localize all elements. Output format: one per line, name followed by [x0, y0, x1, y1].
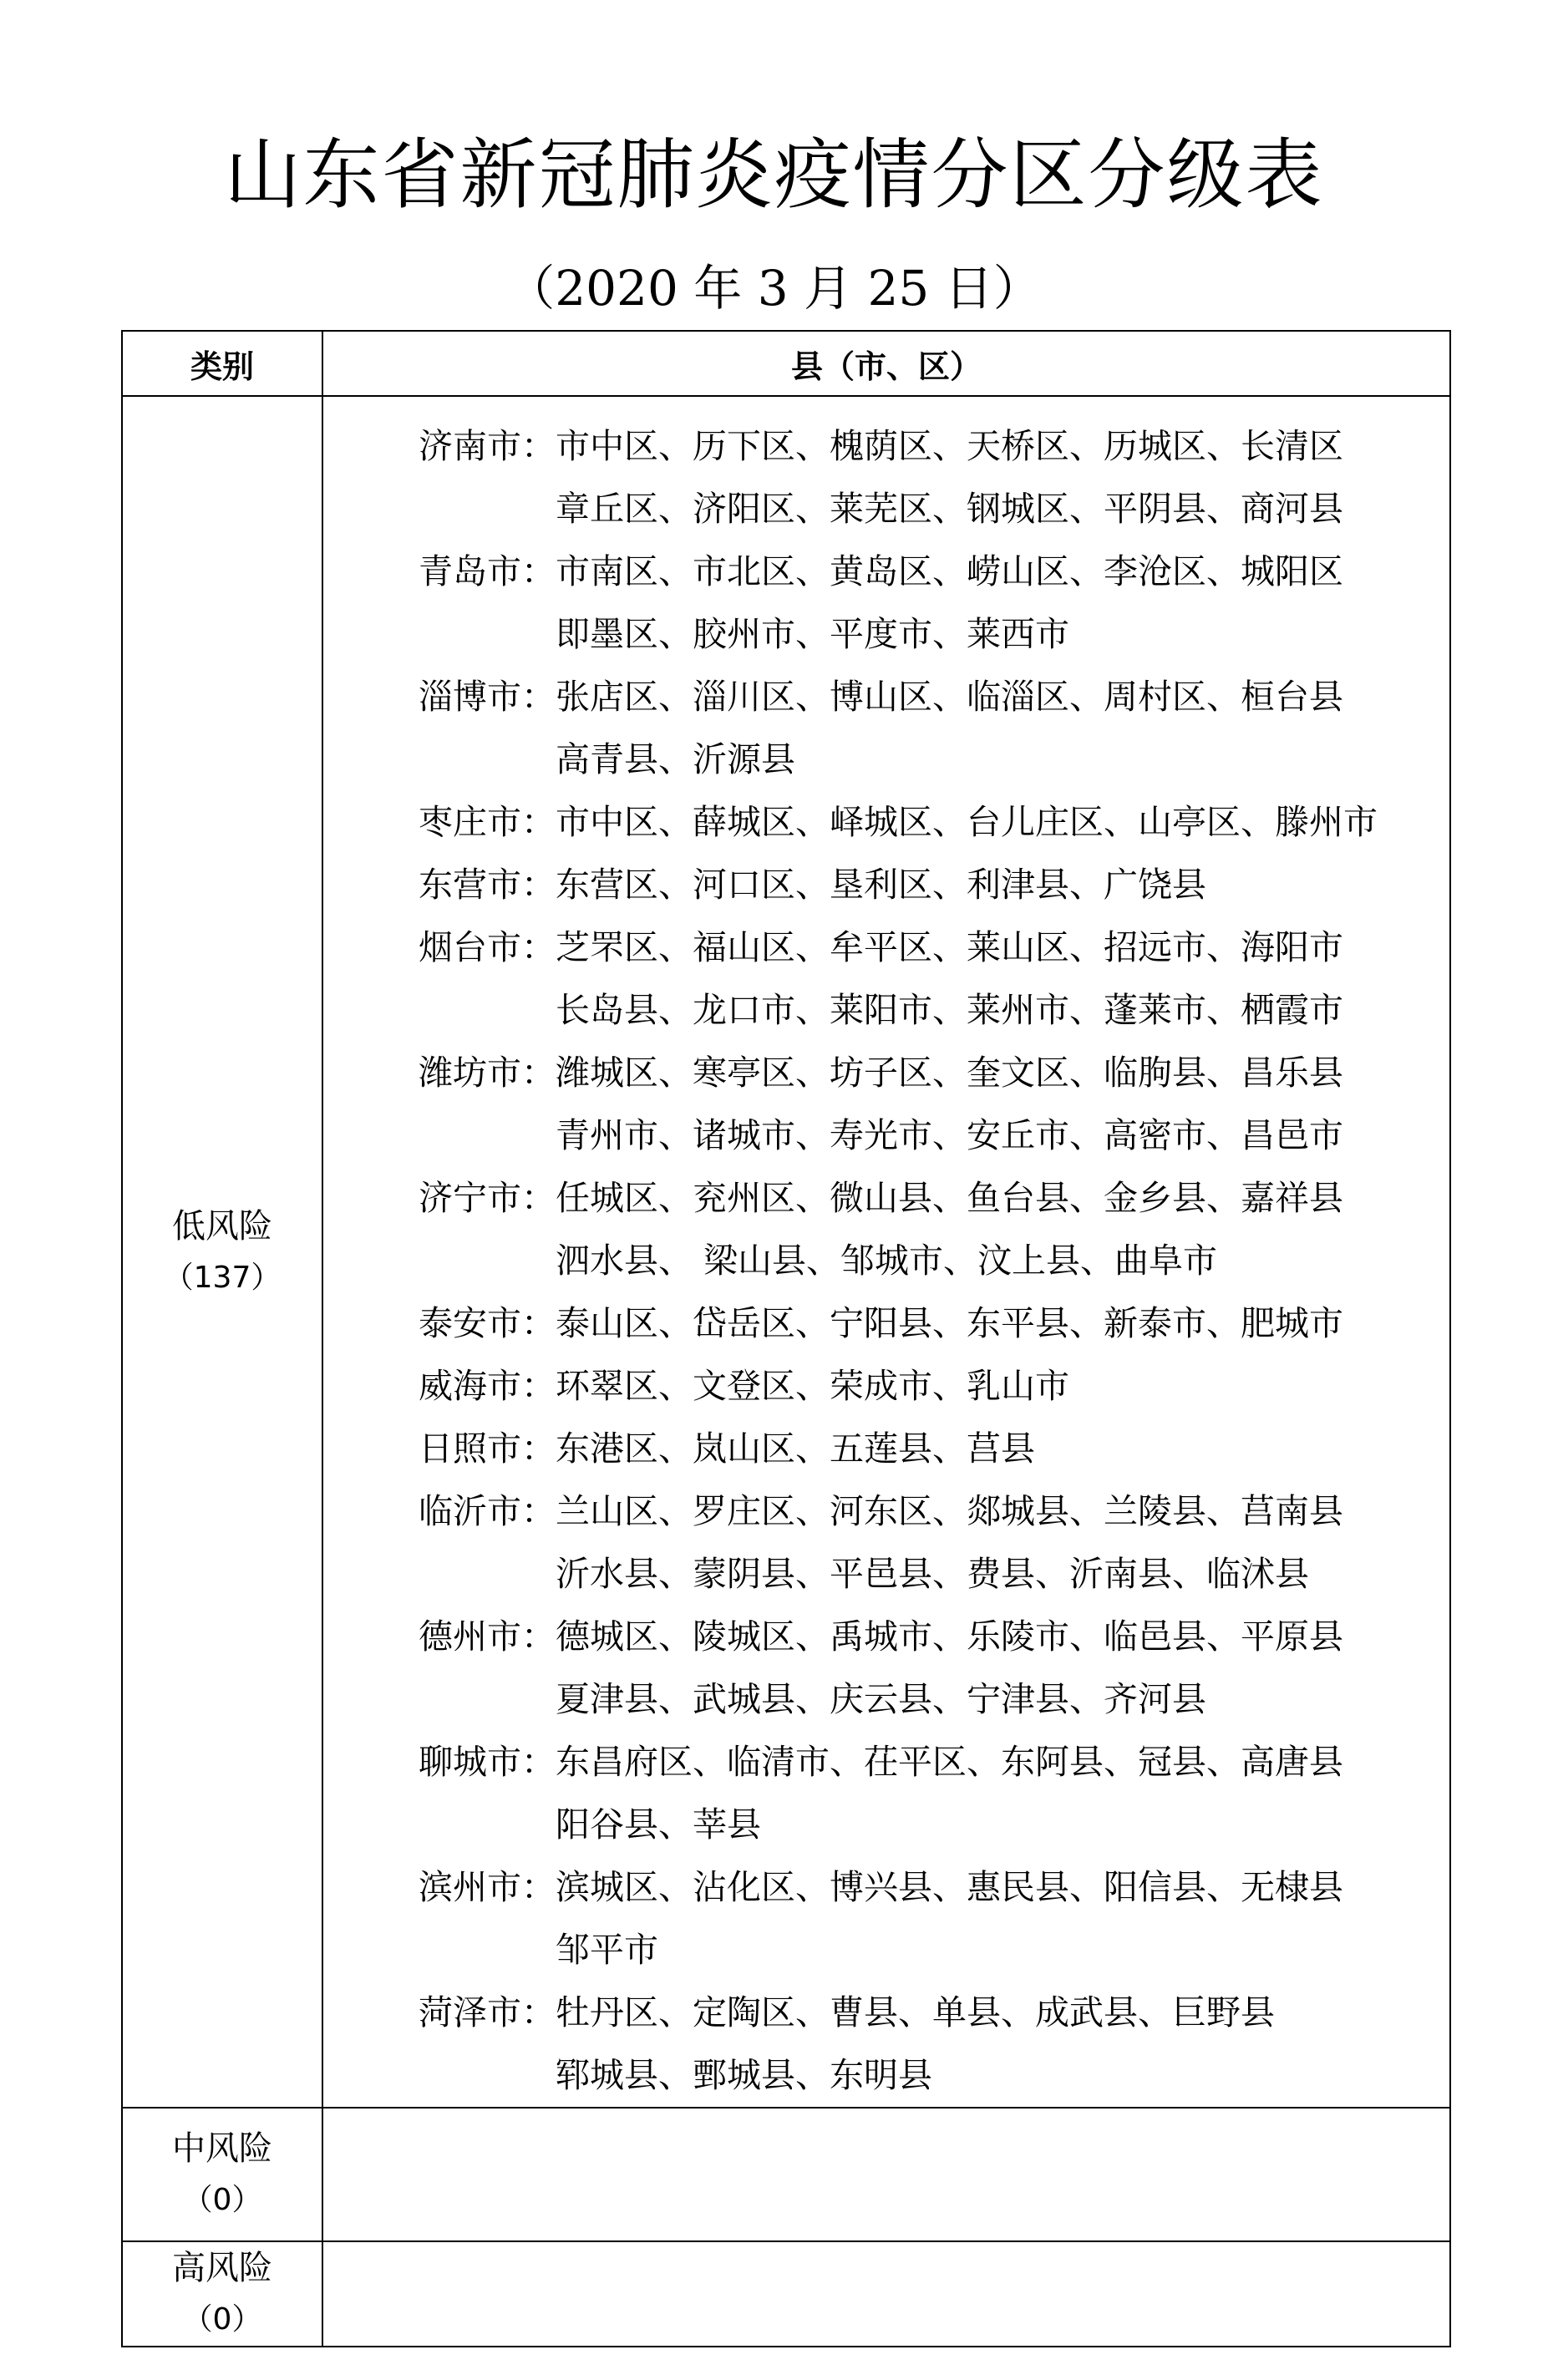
district-list: [556, 1606, 1449, 1731]
risk-table: [121, 330, 1451, 2347]
district-line: 泰山区、岱岳区、宁阳县、东平县、新泰市、肥城市: [556, 1303, 1343, 1343]
district-line: 兰山区、罗庄区、河东区、郯城县、兰陵县、莒南县: [556, 1491, 1343, 1531]
district-line: 章丘区、济阳区、莱芜区、钢城区、平阴县、商河县: [556, 489, 1343, 529]
city-row: [323, 916, 1449, 1042]
district-line: 长岛县、龙口市、莱阳市、莱州市、蓬莱市、栖霞市: [556, 990, 1343, 1030]
high-risk-row: [122, 2241, 1450, 2347]
district-line: 东港区、岚山区、五莲县、莒县: [556, 1429, 1035, 1469]
district-list: [556, 1418, 1449, 1480]
city-name: 聊城市：: [419, 1742, 556, 1782]
district-line: 市南区、市北区、黄岛区、崂山区、李沧区、城阳区: [556, 551, 1343, 591]
district-line: 邹平市: [556, 1930, 658, 1970]
district-line: 任城区、兖州区、微山县、鱼台县、金乡县、嘉祥县: [556, 1178, 1343, 1218]
district-list: [556, 916, 1449, 1042]
city-row: [323, 1982, 1449, 2107]
district-list: [556, 1355, 1449, 1418]
medium-risk-counties: [322, 2108, 1450, 2241]
city-name: 临沂市：: [419, 1491, 556, 1531]
district-line: 东营区、河口区、垦利区、利津县、广饶县: [556, 865, 1206, 905]
district-line: 滨城区、沾化区、博兴县、惠民县、阳信县、无棣县: [556, 1867, 1343, 1907]
city-name: 烟台市：: [419, 927, 556, 967]
district-list: [556, 666, 1449, 791]
district-line: 泗水县、 梁山县、邹城市、汶上县、曲阜市: [556, 1241, 1218, 1281]
high-risk-label: 高风险: [172, 2249, 272, 2287]
district-line: 夏津县、武城县、庆云县、宁津县、齐河县: [556, 1679, 1206, 1719]
city-row: [323, 1418, 1449, 1480]
district-list: [556, 540, 1449, 666]
low-risk-label: 低风险: [172, 1206, 272, 1246]
district-line: 东昌府区、临清市、茌平区、东阿县、冠县、高唐县: [556, 1742, 1343, 1782]
city-row: [323, 1167, 1449, 1292]
city-name: 潍坊市：: [419, 1053, 556, 1093]
district-line: 阳谷县、莘县: [556, 1804, 761, 1845]
city-row: [323, 666, 1449, 791]
district-list: [556, 1292, 1449, 1355]
district-list: [556, 1480, 1449, 1606]
low-risk-row: [122, 396, 1450, 2108]
city-name: 泰安市：: [419, 1303, 556, 1343]
city-row: [323, 1480, 1449, 1606]
city-name: 枣庄市：: [419, 802, 556, 842]
district-line: 潍城区、寒亭区、坊子区、奎文区、临朐县、昌乐县: [556, 1053, 1343, 1093]
table-header-row: [122, 331, 1450, 396]
city-name: 滨州市：: [419, 1867, 556, 1907]
city-row: [323, 540, 1449, 666]
low-risk-category: [122, 396, 322, 2108]
district-list: [556, 415, 1449, 540]
city-name: 淄博市：: [419, 677, 556, 717]
medium-risk-row: [122, 2108, 1450, 2241]
district-list: [556, 854, 1449, 916]
medium-risk-label: 中风险: [172, 2129, 272, 2168]
district-line: 沂水县、蒙阴县、平邑县、费县、沂南县、临沭县: [556, 1554, 1309, 1594]
medium-risk-category: [122, 2108, 322, 2241]
city-row: [323, 791, 1449, 854]
city-row: [323, 1606, 1449, 1731]
city-name: 日照市：: [419, 1429, 556, 1469]
city-name: 东营市：: [419, 865, 556, 905]
district-line: 青州市、诸城市、寿光市、安丘市、高密市、昌邑市: [556, 1115, 1343, 1155]
high-risk-count: （0）: [182, 2302, 262, 2337]
district-line: 环翠区、文登区、荣成市、乳山市: [556, 1366, 1069, 1406]
low-risk-count: （137）: [163, 1260, 282, 1295]
city-name: 济宁市：: [419, 1178, 556, 1218]
district-list: [556, 1042, 1449, 1167]
header-counties: 县（市、区）: [322, 331, 1450, 396]
city-name: 威海市：: [419, 1366, 556, 1406]
city-name: 济南市：: [419, 426, 556, 466]
district-line: 张店区、淄川区、博山区、临淄区、周村区、桓台县: [556, 677, 1343, 717]
medium-risk-count: （0）: [182, 2183, 262, 2217]
page-title: 山东省新冠肺炎疫情分区分级表: [224, 130, 1324, 220]
city-name: 德州市：: [419, 1616, 556, 1657]
district-line: 市中区、薛城区、峄城区、台儿庄区、山亭区、滕州市: [556, 802, 1378, 842]
high-risk-category: [122, 2241, 322, 2347]
city-row: [323, 415, 1449, 540]
low-risk-counties: [322, 396, 1450, 2108]
city-row: [323, 854, 1449, 916]
city-name: 菏泽市：: [419, 1992, 556, 2032]
district-line: 德城区、陵城区、禹城市、乐陵市、临邑县、平原县: [556, 1616, 1343, 1657]
district-list: [556, 1982, 1449, 2107]
district-list: [556, 1731, 1449, 1856]
page-date: （2020 年 3 月 25 日）: [506, 260, 1042, 317]
high-risk-counties: [322, 2241, 1450, 2347]
district-line: 即墨区、胶州市、平度市、莱西市: [556, 614, 1069, 654]
district-line: 芝罘区、福山区、牟平区、莱山区、招远市、海阳市: [556, 927, 1343, 967]
city-list: [323, 397, 1449, 2107]
city-row: [323, 1731, 1449, 1856]
district-line: 高青县、沂源县: [556, 739, 795, 779]
district-line: 市中区、历下区、槐荫区、天桥区、历城区、长清区: [556, 426, 1343, 466]
district-line: 郓城县、鄄城县、东明县: [556, 2055, 932, 2095]
city-row: [323, 1292, 1449, 1355]
district-list: [556, 1167, 1449, 1292]
district-list: [556, 791, 1449, 854]
city-name: 青岛市：: [419, 551, 556, 591]
city-row: [323, 1042, 1449, 1167]
district-list: [556, 1856, 1449, 1982]
city-row: [323, 1856, 1449, 1982]
district-line: 牡丹区、定陶区、曹县、单县、成武县、巨野县: [556, 1992, 1275, 2032]
city-row: [323, 1355, 1449, 1418]
header-category: 类别: [122, 331, 322, 396]
